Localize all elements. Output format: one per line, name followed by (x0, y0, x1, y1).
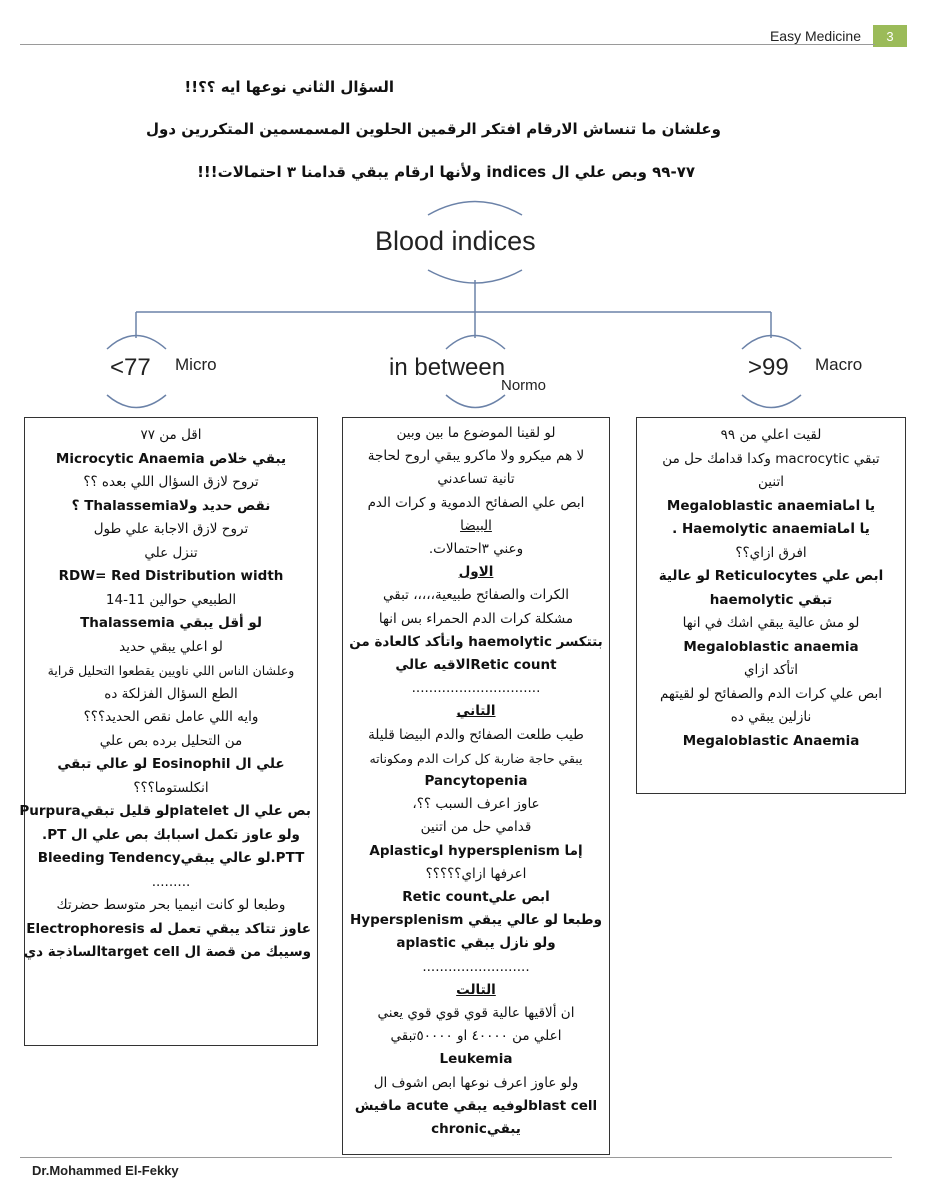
micro-line: الطبيعي حوالين 11-14 (105, 591, 237, 608)
normo-line: اعلي من ٤٠٠٠٠ او ٥٠٠٠٠تبقي (390, 1028, 562, 1045)
micro-line: بص علي ال plateletلو قليل تبقيPurpura (19, 803, 311, 819)
macro-line: نازلين يبقي ده (730, 709, 812, 725)
normo-line: ......................... (422, 958, 530, 975)
normo-line: ابص عليRetic count (402, 889, 550, 906)
micro-line: وعلشان الناس اللي ناويين يقطعوا التحليل قراية (47, 663, 295, 678)
normo-line: .............................. (411, 680, 541, 697)
footer-divider (20, 1157, 892, 1158)
normo-line: تانية تساعدني (437, 471, 515, 488)
micro-line: يبقي خلاص Microcytic Anaemia (55, 450, 287, 467)
micro-line: تروح لازق الاجابة علي طول (93, 521, 249, 537)
normo-line: ابص علي الصفائح الدموية و كرات الدم (367, 494, 585, 511)
normo-line: لا هم ميكرو ولا ماكرو يبقي اروح لحاجة (367, 448, 585, 465)
macro-line: يا اماMegaloblastic anaemia (666, 497, 876, 514)
normo-line: البيضا (460, 517, 492, 534)
micro-value: <77 (110, 354, 151, 381)
normo-label: Normo (501, 377, 547, 394)
normo-heading-second: التاني (456, 703, 496, 720)
normo-heading-first: الاول (458, 564, 494, 581)
micro-line: تنزل علي (144, 544, 198, 561)
macro-line: ابص علي Reticulocytes لو عالية (658, 568, 884, 584)
micro-line: وسيبك من قصة ال target cellالساذجة دي (23, 944, 311, 960)
macro-box (636, 417, 906, 794)
macro-line: لقيت اعلي من ٩٩ (720, 427, 822, 443)
micro-line: PTT.لو عالي يبقيBleeding Tendency (37, 850, 305, 866)
micro-line: ......... (151, 873, 191, 890)
micro-line: لو أقل يبقي Thalassemia (80, 615, 262, 631)
macro-line: اتأكد ازاي (743, 662, 798, 678)
normo-box (342, 417, 610, 1155)
micro-box (19, 417, 318, 1046)
macro-line: ابص علي كرات الدم والصفائح لو لقيتهم (659, 685, 883, 702)
page-number-badge: 3 (873, 25, 907, 47)
micro-line: علي ال Eosinophil لو عالي تبقي (57, 756, 285, 772)
normo-line: Pancytopenia (424, 773, 528, 790)
micro-line: الطع السؤال الفزلكة ده (104, 685, 238, 702)
micro-line: من التحليل برده بص علي (99, 732, 243, 749)
normo-line: ولو عاوز اعرف نوعها ابص اشوف ال (373, 1074, 579, 1091)
micro-line: اقل من ٧٧ (140, 427, 202, 443)
macro-line: تبقي haemolytic (709, 591, 833, 608)
normo-value: in between (389, 354, 506, 381)
normo-line: لو لقينا الموضوع ما بين وبين (396, 425, 556, 441)
macro-label: Macro (815, 355, 863, 374)
macro-value: >99 (748, 354, 789, 381)
normo-line: وطبعا لو عالي يبقي Hypersplenism (349, 912, 603, 929)
normo-line: Retic countالاقيه عالي (395, 657, 557, 674)
normo-line: ولو نازل يبقي aplastic (396, 935, 556, 952)
normo-line: بتتكسر haemolytic واتأكد كالعادة من (349, 633, 603, 650)
normo-heading-third: التالت (456, 981, 496, 998)
normo-line: blast cellلوفيه يبقي acute مافيش (354, 1097, 598, 1114)
intro-line-3: ٧٧-٩٩ وبص علي ال indices ولأنها ارقام يبقي قدامنا ٣ احتمالات!!! (197, 163, 695, 181)
normo-line: مشكلة كرات الدم الحمراء بس انها (378, 610, 574, 627)
macro-line: اتنين (758, 474, 784, 490)
macro-line: افرق ازاي؟؟ (735, 544, 807, 561)
normo-line: يبقيchronic (431, 1121, 521, 1138)
micro-line: انكلستوما؟؟؟ (133, 779, 209, 796)
micro-line: وطبعا لو كانت انيميا بحر متوسط حضرتك (56, 897, 286, 913)
normo-line: ان ألاقيها عالية قوي قوي قوي يعني (377, 1005, 575, 1022)
normo-line: اعرفها ازاي؟؟؟؟؟ (425, 865, 527, 882)
normo-line: عاوز اعرف السبب ؟؟، (412, 796, 540, 813)
normo-line: طيب طلعت الصفائح والدم البيضا قليلة (368, 726, 584, 743)
macro-line: Megaloblastic Anaemia (682, 732, 860, 749)
macro-line: Megaloblastic anaemia (683, 638, 859, 655)
micro-line: نقص حديد ولاThalassemia ؟ (71, 497, 271, 514)
micro-line: RDW= Red Distribution width (58, 568, 284, 584)
macro-line: يا اماHaemolytic anaemia . (672, 521, 870, 537)
normo-line: Leukemia (439, 1051, 513, 1068)
normo-line: إما hypersplenism اوAplastic (369, 842, 583, 859)
normo-line: قدامي حل من اتنين (420, 819, 532, 836)
micro-line: وايه اللي عامل نقص الحديد؟؟؟ (83, 709, 259, 725)
intro-line-2: وعلشان ما تنساش الارقام افتكر الرقمين الحلوين المسمسمين المتكررين دول (146, 120, 721, 138)
macro-line: لو مش عالية يبقي اشك في انها (682, 615, 860, 631)
micro-line: ولو عاوز تكمل اسبابك بص علي ال PT. (42, 826, 300, 843)
header-divider (20, 44, 875, 45)
micro-line: عاوز تتاكد يبقي تعمل له Electrophoresis (26, 920, 311, 937)
header-title: Easy Medicine (769, 28, 861, 44)
normo-line: وعني ٣احتمالات. (428, 541, 524, 558)
intro-line-1: السؤال الثاني نوعها ايه ؟؟!! (184, 78, 394, 96)
normo-line: يبقي حاجة ضاربة كل كرات الدم ومكوناته (369, 750, 583, 766)
macro-line: تبقي macrocytic وكدا قدامك حل من (662, 450, 880, 467)
normo-line: الكرات والصفائح طبيعية،،،،، تبقي (382, 587, 570, 604)
footer-author: Dr.Mohammed El-Fekky (32, 1163, 179, 1178)
micro-line: تروح لازق السؤال اللي بعده ؟؟ (83, 474, 259, 490)
micro-line: لو اعلي يبقي حديد (119, 638, 223, 655)
micro-label: Micro (175, 355, 217, 374)
blood-indices-title: Blood indices (375, 226, 536, 256)
